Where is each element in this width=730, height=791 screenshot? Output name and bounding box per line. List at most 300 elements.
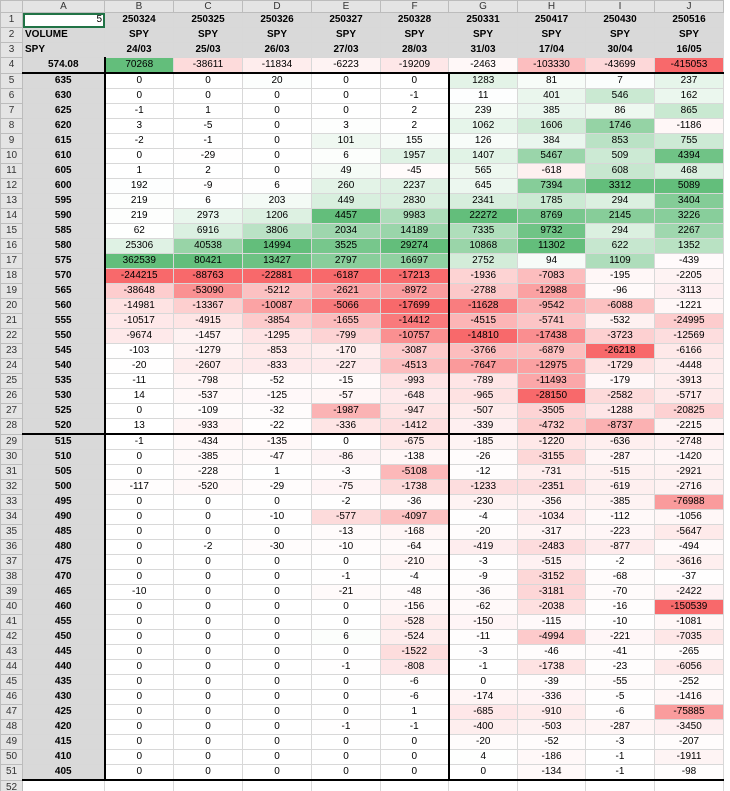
data-cell[interactable]: 4457 (312, 209, 381, 224)
data-cell[interactable]: 294 (586, 224, 655, 239)
data-cell[interactable]: 20 (243, 73, 312, 89)
data-cell[interactable]: 5089 (655, 179, 724, 194)
data-cell[interactable]: -26 (449, 450, 518, 465)
data-cell[interactable]: 101 (312, 134, 381, 149)
data-cell[interactable]: 81 (518, 73, 586, 89)
data-cell[interactable]: -515 (518, 555, 586, 570)
row-header[interactable]: 12 (1, 179, 23, 194)
data-cell[interactable]: 0 (381, 735, 449, 750)
column-header-i[interactable]: I (586, 1, 655, 13)
data-cell[interactable]: 385 (518, 104, 586, 119)
header-cell[interactable]: 250324 (105, 13, 174, 28)
data-cell[interactable]: -2215 (655, 419, 724, 435)
data-cell[interactable] (243, 780, 312, 791)
data-cell[interactable]: -14810 (449, 329, 518, 344)
data-cell[interactable]: -1738 (518, 660, 586, 675)
row-header[interactable]: 50 (1, 750, 23, 765)
data-cell[interactable]: 1785 (518, 194, 586, 209)
data-cell[interactable]: 0 (174, 645, 243, 660)
data-cell[interactable]: -26218 (586, 344, 655, 359)
column-header-a[interactable]: A (23, 1, 105, 13)
data-cell[interactable]: 0 (105, 510, 174, 525)
data-cell[interactable]: -3505 (518, 404, 586, 419)
row-header[interactable]: 3 (1, 43, 23, 58)
data-cell[interactable]: 0 (174, 495, 243, 510)
data-cell[interactable]: -833 (243, 359, 312, 374)
data-cell[interactable]: 6 (243, 179, 312, 194)
data-cell[interactable]: 0 (312, 645, 381, 660)
row-header[interactable]: 47 (1, 705, 23, 720)
header-cell[interactable]: SPY (518, 28, 586, 43)
data-cell[interactable]: 0 (105, 750, 174, 765)
data-cell[interactable]: -228 (174, 465, 243, 480)
data-cell[interactable]: 7 (586, 73, 655, 89)
data-cell[interactable]: -3 (449, 555, 518, 570)
data-cell[interactable]: -532 (586, 314, 655, 329)
strike-cell[interactable]: 600 (23, 179, 105, 194)
data-cell[interactable]: 1 (174, 104, 243, 119)
data-cell[interactable]: -1295 (243, 329, 312, 344)
data-cell[interactable]: -16 (586, 600, 655, 615)
data-cell[interactable]: 0 (312, 615, 381, 630)
data-cell[interactable]: -494 (655, 540, 724, 555)
data-cell[interactable]: -3 (586, 735, 655, 750)
data-cell[interactable]: -210 (381, 555, 449, 570)
data-cell[interactable]: 0 (105, 690, 174, 705)
data-cell[interactable]: 3 (105, 119, 174, 134)
data-cell[interactable]: 0 (243, 675, 312, 690)
header-cell[interactable]: 24/03 (105, 43, 174, 58)
row-header[interactable]: 42 (1, 630, 23, 645)
data-cell[interactable]: 25306 (105, 239, 174, 254)
data-cell[interactable] (518, 780, 586, 791)
row-header[interactable]: 40 (1, 600, 23, 615)
data-cell[interactable]: 0 (243, 600, 312, 615)
data-cell[interactable]: 294 (586, 194, 655, 209)
data-cell[interactable]: -23 (586, 660, 655, 675)
data-cell[interactable]: -227 (312, 359, 381, 374)
strike-cell[interactable]: 550 (23, 329, 105, 344)
data-cell[interactable]: 0 (312, 434, 381, 450)
header-cell[interactable]: 250331 (449, 13, 518, 28)
data-cell[interactable]: 0 (243, 690, 312, 705)
header-cell[interactable]: 26/03 (243, 43, 312, 58)
data-cell[interactable]: -138 (381, 450, 449, 465)
data-cell[interactable]: -12975 (518, 359, 586, 374)
data-cell[interactable]: -5 (174, 119, 243, 134)
data-cell[interactable]: 0 (243, 119, 312, 134)
data-cell[interactable]: -46 (518, 645, 586, 660)
data-cell[interactable]: 0 (312, 73, 381, 89)
header-cell[interactable]: 30/04 (586, 43, 655, 58)
data-cell[interactable]: -808 (381, 660, 449, 675)
row-header[interactable]: 10 (1, 149, 23, 164)
data-cell[interactable]: -5647 (655, 525, 724, 540)
data-cell[interactable]: -4097 (381, 510, 449, 525)
row-header[interactable]: 51 (1, 765, 23, 781)
data-cell[interactable]: 0 (105, 89, 174, 104)
strike-cell[interactable] (23, 780, 105, 791)
column-header-c[interactable]: C (174, 1, 243, 13)
header-cell[interactable]: 31/03 (449, 43, 518, 58)
strike-cell[interactable]: 425 (23, 705, 105, 720)
header-cell[interactable]: 250516 (655, 13, 724, 28)
data-cell[interactable]: 0 (105, 540, 174, 555)
strike-cell[interactable]: 625 (23, 104, 105, 119)
data-cell[interactable]: 1283 (449, 73, 518, 89)
data-cell[interactable]: -52 (518, 735, 586, 750)
data-cell[interactable]: -1 (381, 720, 449, 735)
data-cell[interactable]: -5108 (381, 465, 449, 480)
data-cell[interactable]: -2748 (655, 434, 724, 450)
data-cell[interactable]: 80421 (174, 254, 243, 269)
data-cell[interactable]: -618 (518, 164, 586, 179)
strike-cell[interactable]: 565 (23, 284, 105, 299)
data-cell[interactable]: 0 (174, 585, 243, 600)
strike-cell[interactable]: 405 (23, 765, 105, 781)
data-cell[interactable]: -731 (518, 465, 586, 480)
data-cell[interactable]: 0 (105, 465, 174, 480)
data-cell[interactable]: -1 (312, 660, 381, 675)
data-cell[interactable]: -38648 (105, 284, 174, 299)
data-cell[interactable]: -11834 (243, 58, 312, 74)
row-header[interactable]: 30 (1, 450, 23, 465)
row-header[interactable]: 29 (1, 434, 23, 450)
data-cell[interactable]: -385 (174, 450, 243, 465)
row-header[interactable]: 19 (1, 284, 23, 299)
data-cell[interactable]: -6 (586, 705, 655, 720)
data-cell[interactable]: 0 (449, 765, 518, 781)
data-cell[interactable]: -1457 (174, 329, 243, 344)
data-cell[interactable]: 6 (312, 149, 381, 164)
data-cell[interactable]: -1 (174, 134, 243, 149)
data-cell[interactable]: 0 (174, 675, 243, 690)
strike-cell[interactable]: 440 (23, 660, 105, 675)
column-header-f[interactable]: F (381, 1, 449, 13)
data-cell[interactable]: -1655 (312, 314, 381, 329)
header-cell[interactable]: SPY (174, 28, 243, 43)
data-cell[interactable]: -134 (518, 765, 586, 781)
data-cell[interactable]: 162 (655, 89, 724, 104)
data-cell[interactable]: 3404 (655, 194, 724, 209)
data-cell[interactable]: 22272 (449, 209, 518, 224)
data-cell[interactable]: 0 (174, 570, 243, 585)
data-cell[interactable]: 0 (105, 555, 174, 570)
header-cell[interactable]: SPY (243, 28, 312, 43)
data-cell[interactable]: 219 (105, 194, 174, 209)
data-cell[interactable]: -1 (586, 750, 655, 765)
strike-cell[interactable]: 615 (23, 134, 105, 149)
data-cell[interactable]: -244215 (105, 269, 174, 284)
data-cell[interactable]: -265 (655, 645, 724, 660)
data-cell[interactable]: -252 (655, 675, 724, 690)
data-cell[interactable]: -10 (586, 615, 655, 630)
data-cell[interactable]: 6916 (174, 224, 243, 239)
data-cell[interactable]: 0 (312, 765, 381, 781)
strike-cell[interactable]: 610 (23, 149, 105, 164)
row-header[interactable]: 39 (1, 585, 23, 600)
row-header[interactable]: 13 (1, 194, 23, 209)
data-cell[interactable]: -537 (174, 389, 243, 404)
data-cell[interactable]: 0 (174, 510, 243, 525)
data-cell[interactable]: 3806 (243, 224, 312, 239)
data-cell[interactable]: 0 (105, 675, 174, 690)
row-header[interactable]: 43 (1, 645, 23, 660)
data-cell[interactable]: -28150 (518, 389, 586, 404)
strike-cell[interactable]: 410 (23, 750, 105, 765)
data-cell[interactable]: 0 (312, 690, 381, 705)
data-cell[interactable]: 0 (105, 615, 174, 630)
data-cell[interactable]: 468 (655, 164, 724, 179)
data-cell[interactable]: -1186 (655, 119, 724, 134)
data-cell[interactable]: 1062 (449, 119, 518, 134)
data-cell[interactable]: 2341 (449, 194, 518, 209)
column-header-e[interactable]: E (312, 1, 381, 13)
header-cell[interactable]: 28/03 (381, 43, 449, 58)
data-cell[interactable]: 1109 (586, 254, 655, 269)
data-cell[interactable]: -70 (586, 585, 655, 600)
data-cell[interactable]: -2 (174, 540, 243, 555)
data-cell[interactable]: -38611 (174, 58, 243, 74)
data-cell[interactable]: 2830 (381, 194, 449, 209)
data-cell[interactable]: 2 (381, 104, 449, 119)
data-cell[interactable]: 2797 (312, 254, 381, 269)
data-cell[interactable]: 0 (105, 570, 174, 585)
row-header[interactable]: 46 (1, 690, 23, 705)
data-cell[interactable] (655, 780, 724, 791)
data-cell[interactable]: 14 (105, 389, 174, 404)
row-header[interactable]: 1 (1, 13, 23, 28)
data-cell[interactable]: -3152 (518, 570, 586, 585)
strike-cell[interactable]: 535 (23, 374, 105, 389)
data-cell[interactable]: 1606 (518, 119, 586, 134)
header-cell[interactable]: SPY (449, 28, 518, 43)
data-cell[interactable]: -11628 (449, 299, 518, 314)
data-cell[interactable]: -125 (243, 389, 312, 404)
data-cell[interactable]: -3087 (381, 344, 449, 359)
data-cell[interactable]: -5741 (518, 314, 586, 329)
data-cell[interactable]: 14994 (243, 239, 312, 254)
select-all-corner[interactable] (1, 1, 23, 13)
row-header[interactable]: 24 (1, 359, 23, 374)
column-header-h[interactable]: H (518, 1, 586, 13)
data-cell[interactable]: 219 (105, 209, 174, 224)
row-header[interactable]: 48 (1, 720, 23, 735)
data-cell[interactable]: -2582 (586, 389, 655, 404)
data-cell[interactable]: 9983 (381, 209, 449, 224)
data-cell[interactable]: -47 (243, 450, 312, 465)
data-cell[interactable]: 49 (312, 164, 381, 179)
data-cell[interactable]: -1 (312, 570, 381, 585)
data-cell[interactable]: -4732 (518, 419, 586, 435)
data-cell[interactable]: -10 (312, 540, 381, 555)
data-cell[interactable]: 1957 (381, 149, 449, 164)
data-cell[interactable] (105, 780, 174, 791)
data-cell[interactable]: -1416 (655, 690, 724, 705)
data-cell[interactable]: -415053 (655, 58, 724, 74)
row-header[interactable]: 37 (1, 555, 23, 570)
data-cell[interactable]: 0 (243, 750, 312, 765)
data-cell[interactable]: -1911 (655, 750, 724, 765)
strike-cell[interactable]: 515 (23, 434, 105, 450)
data-cell[interactable]: -230 (449, 495, 518, 510)
data-cell[interactable]: -10757 (381, 329, 449, 344)
strike-cell[interactable]: 475 (23, 555, 105, 570)
data-cell[interactable]: -4515 (449, 314, 518, 329)
strike-cell[interactable]: 480 (23, 540, 105, 555)
data-cell[interactable]: -10087 (243, 299, 312, 314)
strike-cell[interactable]: 460 (23, 600, 105, 615)
row-header[interactable]: 27 (1, 404, 23, 419)
data-cell[interactable]: 0 (381, 750, 449, 765)
data-cell[interactable]: -45 (381, 164, 449, 179)
data-cell[interactable]: 1 (105, 164, 174, 179)
data-cell[interactable]: -41 (586, 645, 655, 660)
data-cell[interactable]: 853 (586, 134, 655, 149)
data-cell[interactable]: -2921 (655, 465, 724, 480)
data-cell[interactable]: 13427 (243, 254, 312, 269)
header-cell[interactable]: SPY (23, 43, 105, 58)
data-cell[interactable]: 70268 (105, 58, 174, 74)
row-header[interactable]: 8 (1, 119, 23, 134)
data-cell[interactable]: 0 (243, 525, 312, 540)
strike-cell[interactable]: 585 (23, 224, 105, 239)
data-cell[interactable]: 0 (105, 705, 174, 720)
data-cell[interactable]: -57 (312, 389, 381, 404)
data-cell[interactable]: -4915 (174, 314, 243, 329)
strike-cell[interactable]: 495 (23, 495, 105, 510)
data-cell[interactable]: -7647 (449, 359, 518, 374)
strike-cell[interactable]: 605 (23, 164, 105, 179)
data-cell[interactable]: -2 (312, 495, 381, 510)
data-cell[interactable]: -96 (586, 284, 655, 299)
data-cell[interactable]: 622 (586, 239, 655, 254)
header-cell[interactable]: 250326 (243, 13, 312, 28)
header-cell[interactable]: SPY (312, 28, 381, 43)
strike-cell[interactable]: 545 (23, 344, 105, 359)
data-cell[interactable]: 0 (105, 149, 174, 164)
data-cell[interactable]: -3766 (449, 344, 518, 359)
data-cell[interactable]: 0 (243, 765, 312, 781)
data-cell[interactable]: -10 (105, 585, 174, 600)
data-cell[interactable]: -1 (381, 89, 449, 104)
data-cell[interactable]: 1 (381, 705, 449, 720)
strike-cell[interactable]: 555 (23, 314, 105, 329)
data-cell[interactable]: 7335 (449, 224, 518, 239)
data-cell[interactable]: -1987 (312, 404, 381, 419)
data-cell[interactable]: -76988 (655, 495, 724, 510)
data-cell[interactable]: -419 (449, 540, 518, 555)
row-header[interactable]: 17 (1, 254, 23, 269)
data-cell[interactable]: 0 (243, 735, 312, 750)
data-cell[interactable]: -1220 (518, 434, 586, 450)
data-cell[interactable] (449, 780, 518, 791)
data-cell[interactable]: -186 (518, 750, 586, 765)
data-cell[interactable]: -2 (586, 555, 655, 570)
data-cell[interactable]: 0 (312, 600, 381, 615)
row-header[interactable]: 11 (1, 164, 23, 179)
strike-cell[interactable]: 450 (23, 630, 105, 645)
strike-cell[interactable]: 560 (23, 299, 105, 314)
strike-cell[interactable]: 574.08 (23, 58, 105, 74)
data-cell[interactable]: -8737 (586, 419, 655, 435)
data-cell[interactable]: -14412 (381, 314, 449, 329)
strike-cell[interactable]: 420 (23, 720, 105, 735)
data-cell[interactable]: 0 (312, 750, 381, 765)
data-cell[interactable]: -339 (449, 419, 518, 435)
data-cell[interactable]: -17213 (381, 269, 449, 284)
header-cell[interactable]: VOLUME (23, 28, 105, 43)
data-cell[interactable]: 11 (449, 89, 518, 104)
data-cell[interactable]: -947 (381, 404, 449, 419)
data-cell[interactable]: -528 (381, 615, 449, 630)
data-cell[interactable]: -221 (586, 630, 655, 645)
data-cell[interactable]: -685 (449, 705, 518, 720)
data-cell[interactable]: -2038 (518, 600, 586, 615)
data-cell[interactable]: 192 (105, 179, 174, 194)
data-cell[interactable]: -103 (105, 344, 174, 359)
data-cell[interactable]: 0 (174, 555, 243, 570)
data-cell[interactable]: -13367 (174, 299, 243, 314)
data-cell[interactable]: -150539 (655, 600, 724, 615)
data-cell[interactable]: 0 (243, 720, 312, 735)
data-cell[interactable]: -135 (243, 434, 312, 450)
data-cell[interactable]: 1746 (586, 119, 655, 134)
data-cell[interactable]: 7394 (518, 179, 586, 194)
data-cell[interactable] (312, 780, 381, 791)
strike-cell[interactable]: 635 (23, 73, 105, 89)
column-header-g[interactable]: G (449, 1, 518, 13)
data-cell[interactable]: 0 (243, 660, 312, 675)
data-cell[interactable]: -1081 (655, 615, 724, 630)
data-cell[interactable]: -9674 (105, 329, 174, 344)
data-cell[interactable]: -1412 (381, 419, 449, 435)
strike-cell[interactable]: 505 (23, 465, 105, 480)
strike-cell[interactable]: 415 (23, 735, 105, 750)
data-cell[interactable]: 0 (105, 525, 174, 540)
data-cell[interactable]: -53090 (174, 284, 243, 299)
strike-cell[interactable]: 575 (23, 254, 105, 269)
header-cell[interactable]: 5 (23, 13, 105, 28)
data-cell[interactable]: -185 (449, 434, 518, 450)
data-cell[interactable]: -2205 (655, 269, 724, 284)
data-cell[interactable]: 0 (174, 735, 243, 750)
data-cell[interactable]: -7083 (518, 269, 586, 284)
data-cell[interactable]: 10868 (449, 239, 518, 254)
row-header[interactable]: 6 (1, 89, 23, 104)
data-cell[interactable]: -6187 (312, 269, 381, 284)
data-cell[interactable]: -3 (312, 465, 381, 480)
data-cell[interactable]: 86 (586, 104, 655, 119)
data-cell[interactable]: -2422 (655, 585, 724, 600)
data-cell[interactable]: -168 (381, 525, 449, 540)
data-cell[interactable]: -88763 (174, 269, 243, 284)
data-cell[interactable]: 239 (449, 104, 518, 119)
data-cell[interactable]: -11493 (518, 374, 586, 389)
data-cell[interactable]: -36 (449, 585, 518, 600)
data-cell[interactable]: 0 (243, 164, 312, 179)
data-cell[interactable]: -5212 (243, 284, 312, 299)
data-cell[interactable]: -19209 (381, 58, 449, 74)
data-cell[interactable]: -577 (312, 510, 381, 525)
data-cell[interactable]: -156 (381, 600, 449, 615)
data-cell[interactable]: -13 (312, 525, 381, 540)
data-cell[interactable]: -2621 (312, 284, 381, 299)
header-cell[interactable]: 25/03 (174, 43, 243, 58)
strike-cell[interactable]: 490 (23, 510, 105, 525)
data-cell[interactable]: -112 (586, 510, 655, 525)
row-header[interactable]: 16 (1, 239, 23, 254)
